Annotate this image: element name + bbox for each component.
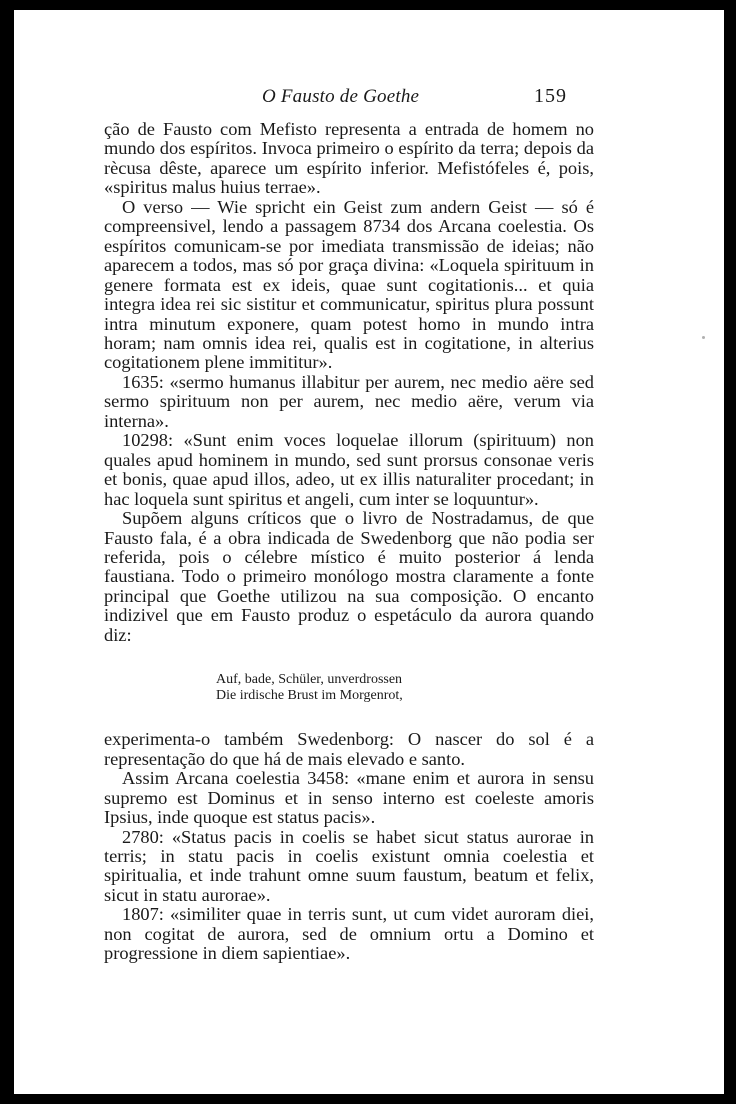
verse-line: Auf, bade, Schüler, unverdrossen [216,672,403,688]
paper-speck [702,336,705,339]
paragraph-6: experimenta-o também Swedenborg: O nascer do sol é a representação do que há de mais elevado e santo. [104,729,594,769]
running-title: O Fausto de Goethe [262,86,420,107]
body-text [104,120,594,964]
book-page [14,10,724,1094]
paragraph-1: ção de Fausto com Mefisto representa a entrada de homem no mundo dos espíritos. Invoca primeiro o espírito da terra; depois da rècusa dêste, aparece um espírito inferior. Mefistófeles é, pois, «spiritus malus huius terrae». [104,119,594,198]
verse-quote [104,672,594,704]
paragraph-3: 1635: «sermo humanus illabitur per aurem, nec medio aëre sed sermo spirituum non per aurem, nec medio aëre, verum via interna». [104,371,594,431]
paragraph-2: O verso — Wie spricht ein Geist zum andern Geist — só é compreensivel, lendo a passagem 8734 dos Arcana coelestia. Os espíritos comunicam-se por imediata transmissão de ideias; não aparecem a todos, mas só por graça divina: «Loquela spirituum in genere formata est ex ideis, quae sunt cogitationis... et quia integra idea rei sic sistitur et communicatur, spiritus plura possunt intra minutum exponere, quam potest homo in mundo intra horam; nam omnis idea rei, qualis est in cogitatione, in alterius cogitationem plene immititur». [104,196,594,373]
page-header [14,86,724,110]
paragraph-5: Supõem alguns críticos que o livro de Nostradamus, de que Fausto fala, é a obra indicada de Swedenborg que não podia ser referida, pois o célebre místico é muito posterior á lenda faustiana. Todo o primeiro monólogo mostra claramente a fonte principal que Goethe utilizou na sua composição. O encanto indizivel que em Fausto produz o espetáculo da aurora quando diz: [104,508,594,645]
paragraph-9: 1807: «similiter quae in terris sunt, ut cum videt auroram diei, non cogitat de aurora, sed de omnium ortu a Domino et progressione in diem sapientiae». [104,904,594,964]
verse-line: Die irdische Brust im Morgenrot, [216,688,403,704]
paragraph-7: Assim Arcana coelestia 3458: «mane enim et aurora in sensu supremo est Dominus et in senso interno est coeleste amoris Ipsius, inde quoque est status pacis». [104,768,594,828]
paragraph-8: 2780: «Status pacis in coelis se habet sicut status aurorae in terris; in statu pacis in coelis existunt omnia coelestia et spiritualia, et inde trahunt omne suum faustum, beatum et felix, sicut in statu aurorae». [104,826,594,905]
paragraph-4: 10298: «Sunt enim voces loquelae illorum (spirituum) non quales apud hominem in mundo, sed sunt prorsus consonae veris et bonis, quae apud illos, adeo, ut ex illis naturaliter procedant; in hac loquela sunt spiritus et angeli, cum inter se loquuntur». [104,430,594,509]
page-number: 159 [534,85,567,107]
